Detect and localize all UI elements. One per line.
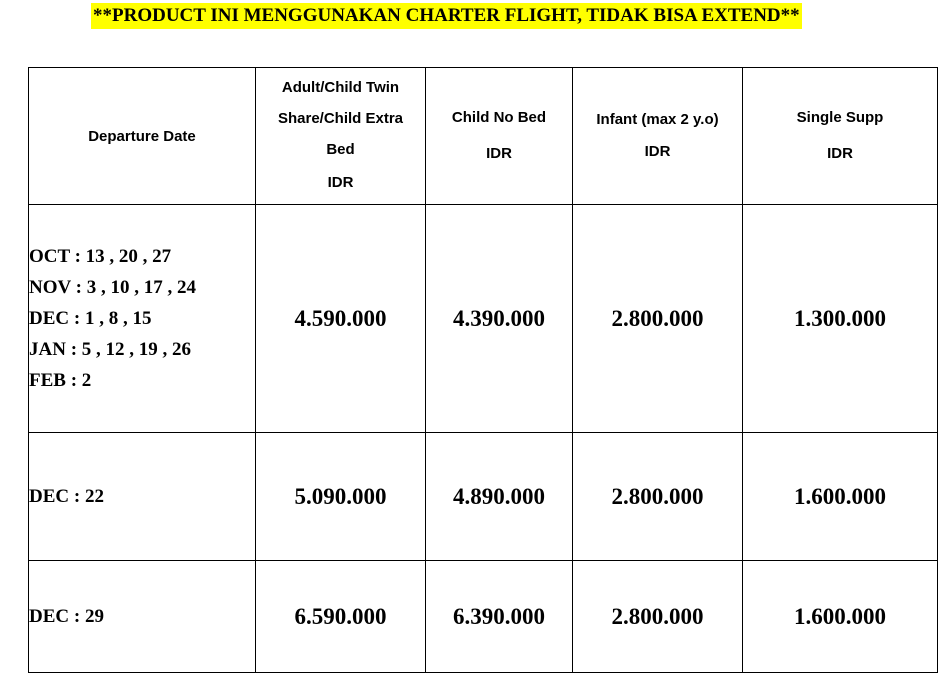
charter-flight-notice: **PRODUCT INI MENGGUNAKAN CHARTER FLIGHT, TIDAK BISA EXTEND** [91, 3, 802, 29]
departure-dates-cell [29, 561, 256, 673]
header-child-no-bed-label: Child No Bed [451, 109, 547, 126]
table-row [29, 433, 938, 561]
price-table [28, 67, 938, 673]
departure-date-line: DEC : 22 [29, 486, 104, 507]
header-adult-line: Bed [326, 140, 355, 158]
header-infant-label: Infant (max 2 y.o) [596, 111, 719, 128]
child-no-bed-price-cell: 4.390.000 [426, 205, 573, 433]
table-row [29, 561, 938, 673]
table-row [29, 205, 938, 433]
header-single-supp-currency: IDR [827, 145, 853, 162]
departure-dates-cell [29, 205, 256, 433]
header-adult-line: Share/Child Extra [277, 109, 404, 127]
departure-date-line: FEB : 2 [29, 370, 92, 391]
adult-price-cell: 4.590.000 [256, 205, 426, 433]
infant-price-cell: 2.800.000 [573, 433, 743, 561]
child-no-bed-price-cell: 4.890.000 [426, 433, 573, 561]
departure-date-line: NOV : 3 , 10 , 17 , 24 [29, 277, 196, 298]
single-supp-price-cell: 1.600.000 [743, 561, 938, 673]
single-supp-price-cell: 1.300.000 [743, 205, 938, 433]
departure-date-line: DEC : 1 , 8 , 15 [29, 308, 152, 329]
header-child-no-bed [426, 68, 573, 205]
header-single-supp-label: Single Supp [796, 109, 884, 126]
infant-price-cell: 2.800.000 [573, 205, 743, 433]
header-adult-line: Adult/Child Twin [281, 78, 400, 96]
header-departure-date: Departure Date [29, 68, 256, 205]
header-single-supp [743, 68, 938, 205]
header-child-no-bed-currency: IDR [486, 145, 512, 162]
header-adult-currency: IDR [327, 173, 354, 191]
adult-price-cell: 6.590.000 [256, 561, 426, 673]
departure-date-line: OCT : 13 , 20 , 27 [29, 246, 172, 267]
departure-dates-cell [29, 433, 256, 561]
single-supp-price-cell: 1.600.000 [743, 433, 938, 561]
table-header-row [29, 68, 938, 205]
child-no-bed-price-cell: 6.390.000 [426, 561, 573, 673]
departure-date-line: DEC : 29 [29, 606, 104, 627]
infant-price-cell: 2.800.000 [573, 561, 743, 673]
header-infant [573, 68, 743, 205]
departure-date-line: JAN : 5 , 12 , 19 , 26 [29, 339, 192, 360]
header-infant-currency: IDR [644, 143, 671, 160]
header-adult-child-twin-share [256, 68, 426, 205]
adult-price-cell: 5.090.000 [256, 433, 426, 561]
